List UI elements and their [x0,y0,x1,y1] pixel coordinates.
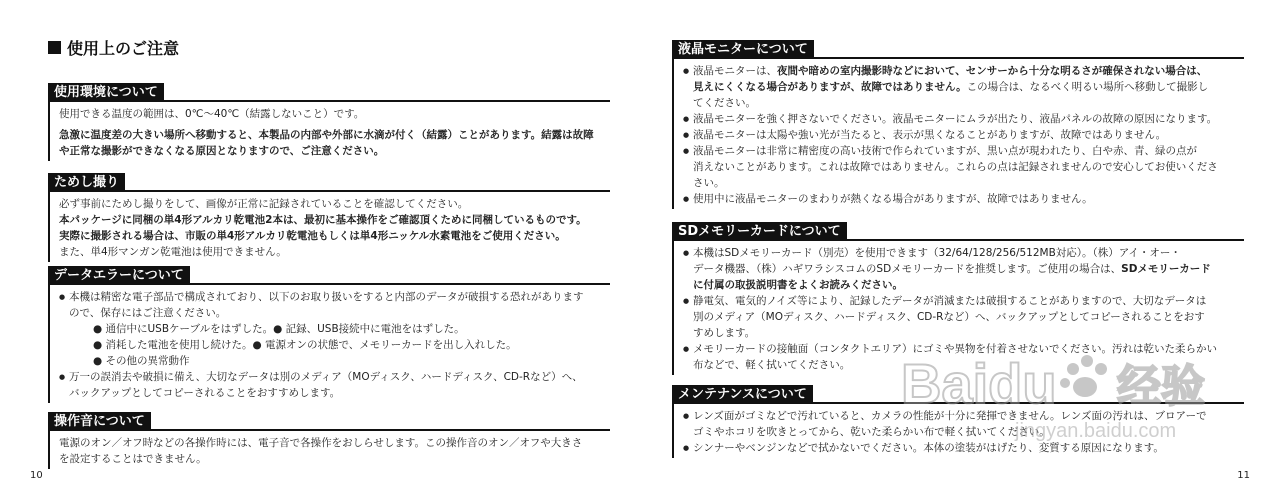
bullet-continuation: ので、保存にはご注意ください。 [69,307,227,319]
paragraph: 急激に温度差の大きい場所へ移動すると、本製品の内部や外部に水滴が付く（結露）ことがあります。結露は故障 [59,129,594,141]
bullet-item: ● 万一の誤消去や破損に備え、大切なデータは別のメディア（MOディスク、ハードディスク、CD-Rなど）へ、 [59,369,610,385]
bullet-continuation: バックアップとしてコピーされることをおすすめします。 [69,387,341,399]
bullet-item: ● 液晶モニターは、夜間や暗めの室内撮影時などにおいて、センサーから十分な明るさが確保されない場合は、 [683,63,1244,79]
bullet-continuation: 別のメディア（MOディスク、ハードディスク、CD-Rなど）へ、バックアップとしてコピーされることをおす [693,311,1205,323]
bullet-continuation: すめします。 [693,327,756,339]
sub-item: ● その他の異常動作 [93,355,190,367]
section-maintenance [672,383,1244,458]
sub-item: ● 通信中にUSBケーブルをはずした。● 記録、USB接続中に電池をはずした。 [93,323,465,335]
bullet-item: ● 液晶モニターは非常に精密度の高い技術で作られていますが、黒い点が現われたり、白や赤、青、緑の点が [683,143,1244,159]
bullet-item: ● 本機は精密な電子部品で構成されており、以下のお取り扱いをすると内部のデータが破損する恐れがあります [59,289,610,305]
bullet-item: ● 静電気、電気的ノイズ等により、記録したデータが消滅または破損することがありますので、大切なデータは [683,293,1244,309]
page-number: 10 [30,470,43,481]
bullet-continuation: 見えにくくなる場合がありますが、故障ではありません。この場合は、なるべく明るい場所へ移動して撮影し [693,81,1209,93]
section-operation-sound [48,410,610,469]
paragraph: 必ず事前にためし撮りをして、画像が正常に記録されていることを確認してください。 [59,198,469,210]
section-heading: メンテナンスについて [672,383,1244,404]
paragraph: 使用できる温度の範囲は、0℃～40℃（結露しないこと）です。 [59,108,365,120]
square-bullet-icon [48,41,61,54]
section-lcd-monitor [672,38,1244,209]
bullet-item: ● シンナーやベンジンなどで拭かないでください。本体の塗装がはげたり、変質する原因になります。 [683,440,1244,456]
bullet-continuation: に付属の取扱説明書をよくお読みください。 [693,279,903,291]
bullet-item: ● 使用中に液晶モニターのまわりが熱くなる場合がありますが、故障ではありません。 [683,191,1244,207]
section-heading: 使用環境について [48,81,610,102]
paragraph: を設定することはできません。 [59,453,207,465]
paragraph: 実際に撮影される場合は、市販の単4形アルカリ乾電池もしくは単4形ニッケル水素電池をご使用ください。 [59,230,566,242]
paragraph: 電源のオン／オフ時などの各操作時には、電子音で各操作をおしらせします。この操作音のオン／オフや大きさ [59,437,583,449]
bullet-item: ● 液晶モニターは太陽や強い光が当たると、表示が黒くなることがありますが、故障ではありません。 [683,127,1244,143]
bullet-continuation: さい。 [693,177,725,189]
bullet-item: ● レンズ面がゴミなどで汚れていると、カメラの性能が十分に発揮できません。レンズ面の汚れは、ブロアーで [683,408,1244,424]
svg-text:jingyan.baidu.com: jingyan.baidu.com [1015,420,1177,442]
section-heading: SDメモリーカードについて [672,220,1244,241]
sub-item: ● 消耗した電池を使用し続けた。● 電源オンの状態で、メモリーカードを出し入れした。 [93,339,517,351]
paragraph: や正常な撮影ができなくなる原因となりますので、ご注意ください。 [59,145,385,157]
bullet-continuation: データ機器、（株）ハギワラシスコムのSDメモリーカードを推奨します。ご使用の場合は、SDメモリーカード [693,263,1211,275]
bullet-continuation: てください。 [693,97,756,109]
right-page [640,0,1280,503]
svg-text:经验: 经验 [1117,361,1205,412]
section-test-shooting [48,171,610,262]
paragraph: 本パッケージに同梱の単4形アルカリ乾電池2本は、最初に基本操作をご確認頂くために同梱しているものです。 [59,214,587,226]
page-number: 11 [1237,470,1250,481]
svg-text:Baidu: Baidu [901,352,1057,415]
bullet-item: ● 液晶モニターを強く押さないでください。液晶モニターにムラが出たり、液晶パネルの故障の原因になります。 [683,111,1244,127]
page-title: 使用上のご注意 [48,36,179,59]
bullet-continuation: 消えないことがあります。これは故障ではありません。これらの点は記録されませんので安心してお使いくださ [693,161,1218,173]
bullet-item: ● メモリーカードの接触面（コンタクトエリア）にゴミや異物を付着させないでください。汚れは乾いた柔らかい [683,341,1244,357]
section-data-error [48,264,610,403]
bullet-continuation: 布などで、軽く拭いてください。 [693,359,851,371]
section-heading: 液晶モニターについて [672,38,1244,59]
section-heading: データエラーについて [48,264,610,285]
section-environment [48,81,610,161]
section-heading: 操作音について [48,410,610,431]
paragraph: また、単4形マンガン乾電池は使用できません。 [59,246,287,258]
section-sd-card [672,220,1244,375]
bullet-continuation: ゴミやホコリを吹きとってから、乾いた柔らかい布で軽く拭いてください。 [693,426,1050,438]
section-heading: ためし撮り [48,171,610,192]
bullet-item: ● 本機はSDメモリーカード（別売）を使用できます（32/64/128/256/512MB対応）。（株）アイ・オー・ [683,245,1244,261]
